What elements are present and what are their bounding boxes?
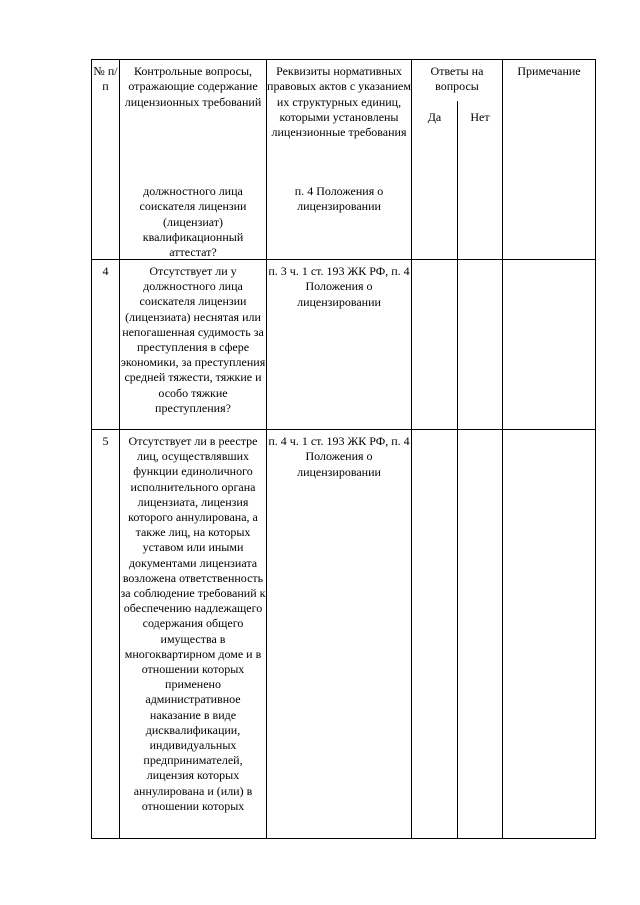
column-divider bbox=[457, 101, 458, 839]
table-border-right bbox=[595, 59, 596, 839]
row-number: 5 bbox=[102, 434, 109, 448]
row-divider bbox=[91, 429, 596, 430]
question-text: Отсутствует ли в реестре лиц, осуществлявших функции единоличного исполнительного органа лицензиата, лицензия которого аннулирована, а также лиц, на которых уставом или иными документами лицензиата возложена ответственность за соблюдение требований к обеспечению надлежащего содержания общего имущества в многоквартирном доме и в отношении которых применено административное наказание в виде дисквалификации, индивидуальных предпринимателей, лицензия которых аннулирована и (или) в отношении которых bbox=[120, 434, 266, 813]
question-text: должностного лица соискателя лицензии (лицензиат) квалификационный аттестат? bbox=[139, 184, 247, 260]
question-text: Отсутствует ли у должностного лица соискателя лицензии (лицензиата) неснятая или непогашенная судимость за преступления в сфере экономики, за преступления средней тяжести, тяжкие и особо тяжкие преступления? bbox=[120, 264, 266, 415]
column-divider bbox=[411, 59, 412, 839]
requisite-text: п. 4 ч. 1 ст. 193 ЖК РФ, п. 4 Положения о лицензировании bbox=[268, 434, 410, 479]
header-note: Примечание bbox=[517, 64, 581, 78]
header-answers: Ответы на вопросы bbox=[430, 64, 484, 94]
requisite-text: п. 4 Положения о лицензировании bbox=[294, 184, 384, 214]
header-num: № п/п bbox=[93, 64, 118, 94]
header-questions: Контрольные вопросы, отражающие содержание лицензионных требований bbox=[124, 64, 262, 109]
table-border-bottom bbox=[91, 838, 596, 839]
header-yes: Да bbox=[427, 110, 442, 124]
requisite-text: п. 3 ч. 1 ст. 193 ЖК РФ, п. 4 Положения о лицензировании bbox=[268, 264, 410, 309]
header-requisites: Реквизиты нормативных правовых актов с указанием их структурных единиц, которыми установлены лицензионные требования bbox=[267, 64, 411, 140]
row-number: 4 bbox=[102, 264, 109, 278]
column-divider bbox=[502, 59, 503, 839]
header-no: Нет bbox=[470, 110, 490, 124]
table-border-top bbox=[91, 59, 596, 60]
